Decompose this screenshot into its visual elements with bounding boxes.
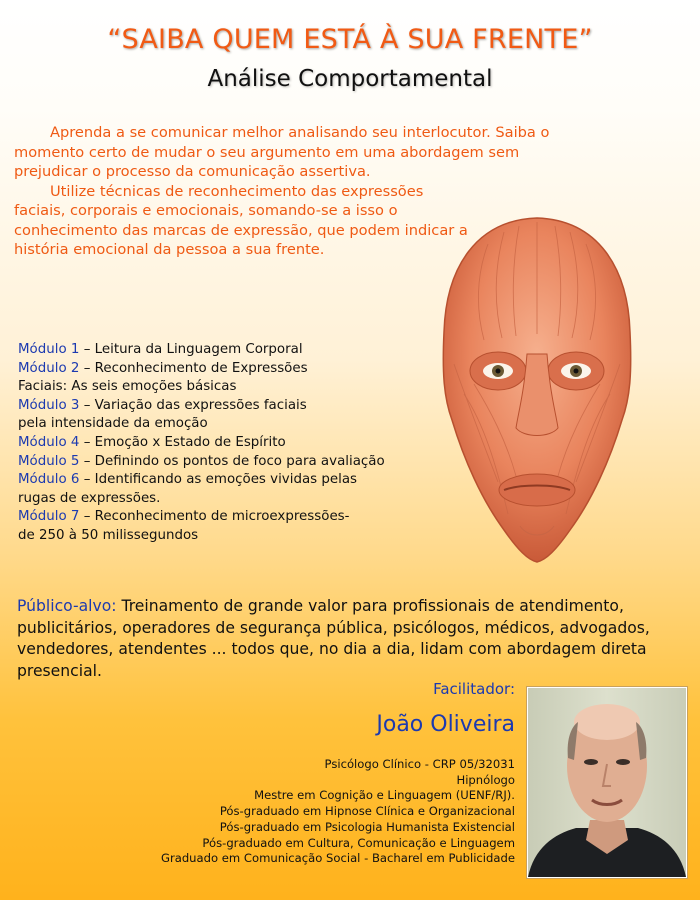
module-label: Módulo 7	[18, 509, 80, 525]
module-label: Módulo 2	[18, 360, 80, 376]
module-label: Módulo 1	[18, 342, 80, 357]
intro-paragraph-2	[14, 182, 476, 260]
module-2	[18, 360, 448, 379]
intro-paragraph-1-text: Aprenda a se comunicar melhor analisando seu interlocutor. Saiba o momento certo de mudar o seu argumento em uma abordagem sem prejudicar o processo da comunicação assertiva.	[14, 124, 550, 180]
target-audience-label: Público-alvo:	[17, 597, 117, 615]
module-text-continued: pela intensidade da emoção	[18, 416, 208, 432]
module-6	[18, 471, 448, 490]
facial-muscles-illustration	[424, 214, 650, 566]
module-text-continued: rugas de expressões.	[18, 490, 161, 506]
page-title: “SAIBA QUEM ESTÁ À SUA FRENTE”	[107, 24, 593, 55]
target-audience	[17, 596, 689, 682]
portrait-icon	[528, 688, 686, 877]
module-text-continued: de 250 à 50 milissegundos	[18, 527, 199, 543]
facilitator-photo	[527, 687, 687, 878]
intro-paragraph-1	[14, 123, 559, 182]
target-audience-text: Treinamento de grande valor para profissionais de atendimento, publicitários, operadores de segurança pública, psicólogos, médicos, advogados, vendedores, atendentes ... todos que, no dia a dia, lidam com abordagem direta presencial.	[17, 597, 650, 680]
credential-line: Pós-graduado em Cultura, Comunicação e Linguagem	[202, 835, 515, 850]
module-text: – Emoção x Estado de Espírito	[83, 434, 286, 450]
module-text: – Reconhecimento de microexpressões-	[83, 509, 350, 525]
module-text: – Identificando as emoções vividas pelas	[83, 472, 358, 488]
credential-line: Pós-graduado em Psicologia Humanista Existencial	[219, 819, 515, 834]
credential-line: Graduado em Comunicação Social - Bacharel em Publicidade	[160, 851, 515, 866]
facilitator-name: João Oliveira	[376, 712, 515, 737]
credential-line: Pós-graduado em Hipnose Clínica e Organizacional	[219, 804, 515, 819]
modules-list	[18, 341, 448, 546]
facilitator-credentials	[90, 757, 515, 867]
module-text: – Reconhecimento de Expressões	[83, 360, 308, 376]
module-text-continued: Faciais: As seis emoções básicas	[18, 379, 237, 395]
module-1	[18, 341, 448, 360]
facilitator-label: Facilitador:	[433, 680, 515, 698]
module-3	[18, 397, 448, 416]
credential-line: Mestre em Cognição e Linguagem (UENF/RJ).	[254, 788, 515, 803]
credential-line: Hipnólogo	[456, 772, 515, 787]
page-subtitle: Análise Comportamental	[207, 66, 493, 92]
module-5	[18, 453, 448, 472]
module-label: Módulo 4	[18, 434, 80, 450]
module-label: Módulo 6	[18, 472, 80, 488]
module-text: – Variação das expressões faciais	[83, 397, 307, 413]
module-4	[18, 434, 448, 453]
module-7	[18, 508, 448, 527]
intro-paragraph-2-text: Utilize técnicas de reconhecimento das expressões faciais, corporais e emocionais, somando-se a isso o conhecimento das marcas de expressão, que podem indicar a história emocional da pessoa a sua frente.	[14, 182, 468, 258]
module-text: – Leitura da Linguagem Corporal	[83, 342, 303, 357]
module-label: Módulo 5	[18, 453, 80, 469]
credential-line: Psicólogo Clínico - CRP 05/32031	[324, 757, 515, 771]
module-text: – Definindo os pontos de foco para avaliação	[83, 453, 385, 469]
module-label: Módulo 3	[18, 397, 80, 413]
